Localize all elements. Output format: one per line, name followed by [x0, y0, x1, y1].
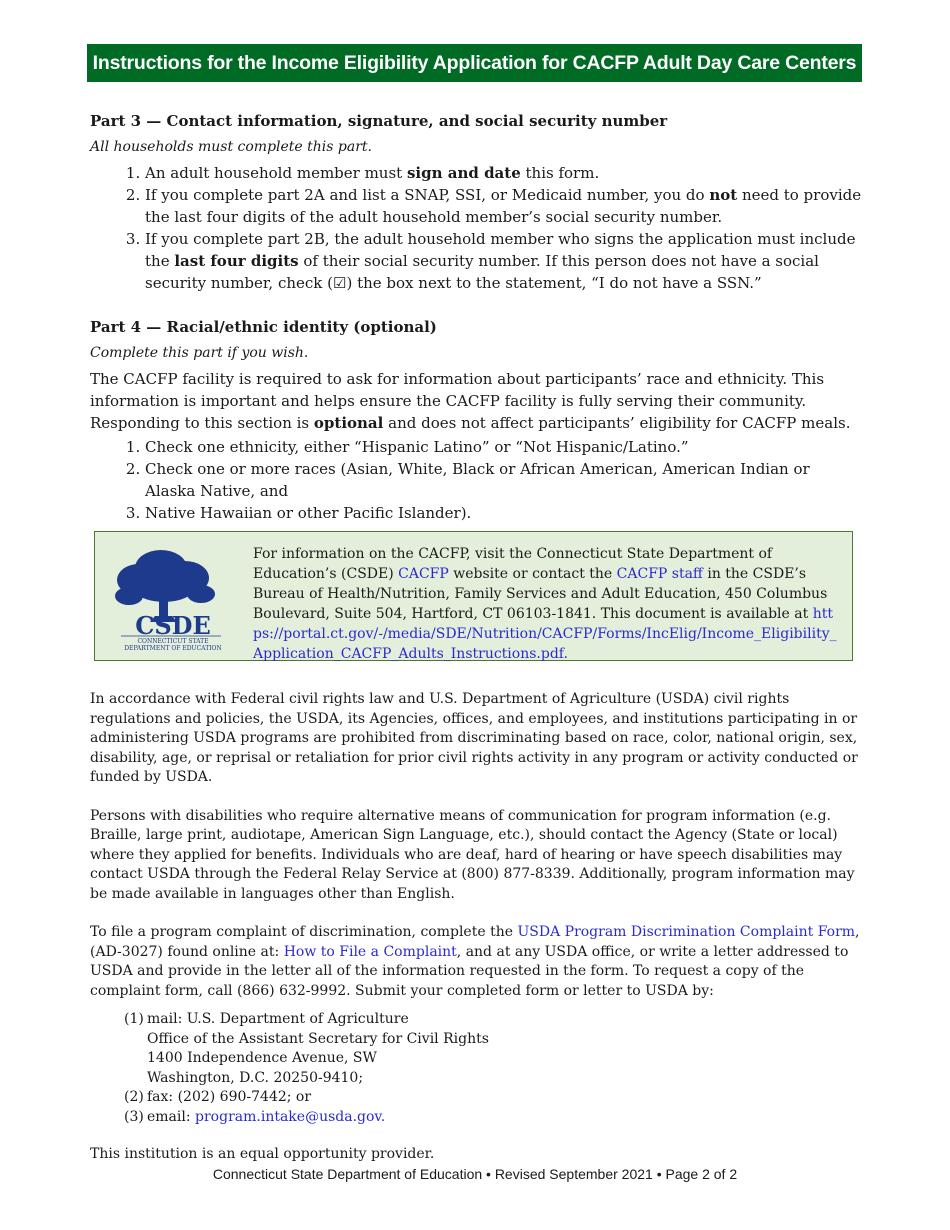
tree-icon [109, 544, 233, 652]
logo-sub2: DEPARTMENT OF EDUCATION [124, 645, 222, 652]
part3-note: All households must complete this part. [90, 139, 372, 155]
list-item: 2. Check one or more races (Asian, White, Black or African American, American Indian or Alaska Native, and [145, 458, 862, 502]
list-item: 1. An adult household member must sign and date this form. [145, 162, 862, 184]
logo-text: CSDE [135, 611, 211, 640]
how-to-file-link[interactable]: How to File a Complaint [283, 943, 457, 960]
list-item: 3. Native Hawaiian or other Pacific Islander). [145, 502, 862, 524]
complaint-form-link[interactable]: USDA Program Discrimination Complaint Form [517, 924, 856, 940]
part3-heading: Part 3 — Contact information, signature, and social security number [90, 112, 668, 130]
part3-list [90, 162, 862, 294]
footer-text: Connecticut State Department of Education • Revised September 2021 • Page 2 of 2 [212, 1166, 738, 1182]
list-item: (3) email: program.intake@usda.gov. [124, 1108, 386, 1125]
list-item: 1. Check one ethnicity, either “Hispanic Latino” or “Not Hispanic/Latino.” [145, 436, 862, 458]
list-item: (2) fax: (202) 690-7442; or [124, 1089, 312, 1105]
closing-statement: This institution is an equal opportunity provider. [90, 1146, 435, 1162]
checkbox-icon: ☑ [333, 274, 347, 292]
email-link[interactable]: program.intake@usda.gov [195, 1108, 381, 1125]
civil-rights-statement [90, 690, 865, 1184]
cacfp-link[interactable]: CACFP [398, 566, 449, 582]
part4-paragraph: The CACFP facility is required to ask for information about participants’ race and ethnicity. This information is important and helps ensure the CACFP facility is fully serving their community. Responding to this section is optional and does not affect participants’ eligibility for CACFP meals. [90, 370, 851, 432]
part4-list [90, 436, 862, 524]
submission-methods [90, 1010, 865, 1127]
csde-logo [109, 544, 233, 652]
banner-title: Instructions for the Income Eligibility Application for CACFP Adult Day Care Centers [92, 52, 857, 74]
list-item: 2. If you complete part 2A and list a SNAP, SSI, or Medicaid number, you do not need to provide the last four digits of the adult household member’s social security number. [145, 184, 862, 228]
civil-rights-paragraph-1: In accordance with Federal civil rights law and U.S. Department of Agriculture (USDA) civil rights regulations and policies, the USDA, its Agencies, offices, and employees, and institutions participating in or administering USDA programs are prohibited from discriminating based on race, color, national origin, sex, disability, age, or reprisal or retaliation for prior civil rights activity in any program or activity conducted or funded by USDA. [90, 691, 858, 785]
logo-sub1: CONNECTICUT STATE [137, 638, 209, 645]
list-item: (1) mail: U.S. Department of Agriculture Office of the Assistant Secretary for Civil Rights 1400 Independence Avenue, SW Washington, D.C. 20250-9410; [124, 1011, 489, 1086]
part4-heading: Part 4 — Racial/ethnic identity (optional) [90, 318, 437, 336]
page-banner [87, 44, 862, 82]
page-footer [0, 1166, 950, 1182]
part4-note: Complete this part if you wish. [90, 345, 309, 361]
civil-rights-paragraph-2: Persons with disabilities who require alternative means of communication for program information (e.g. Braille, large print, audiotape, American Sign Language, etc.), should contact the Agency (State or local) where they applied for benefits. Individuals who are deaf, hard of hearing or have speech disabilities may contact USDA through the Federal Relay Service at (800) 877-8339. Additionally, program information may be made available in languages other than English. [90, 807, 855, 902]
cacfp-staff-link[interactable]: CACFP staff [616, 566, 703, 582]
info-text: For information on the CACFP, visit the Connecticut State Department of Education’s (CSDE) CACFP website or contact the CACFP staff in the CSDE’s Bureau of Health/Nutrition, Family Services and Adult Education, 450 Columbus Boulevard, Suite 504, Hartford, CT 06103-1841. This document is available at https://portal.ct.gov/-/media/SDE/Nutrition/CACFP/Forms/IncElig/Income_Eligibility_Application_CACFP_Adults_Instructions.pdf. [253, 546, 837, 662]
instructions-body [90, 110, 862, 524]
list-item: 3. If you complete part 2B, the adult household member who signs the application must include the last four digits of their social security number. If this person does not have a social security number, check (☑) the box next to the statement, “I do not have a SSN.” [145, 228, 862, 294]
csde-info-box [94, 531, 853, 661]
document-url-link[interactable]: https://portal.ct.gov/-/media/SDE/Nutrition/CACFP/Forms/IncElig/Income_Eligibility_Application_CACFP_Adults_Instructions.pdf [253, 606, 837, 662]
civil-rights-paragraph-3: To file a program complaint of discrimination, complete the USDA Program Discrimination Complaint Form, (AD-3027) found online at: How to File a Complaint, and at any USDA office, or write a letter addressed to USDA and provide in the letter all of the information requested in the form. To request a copy of the complaint form, call (866) 632-9992. Submit your completed form or letter to USDA by: [90, 924, 860, 999]
